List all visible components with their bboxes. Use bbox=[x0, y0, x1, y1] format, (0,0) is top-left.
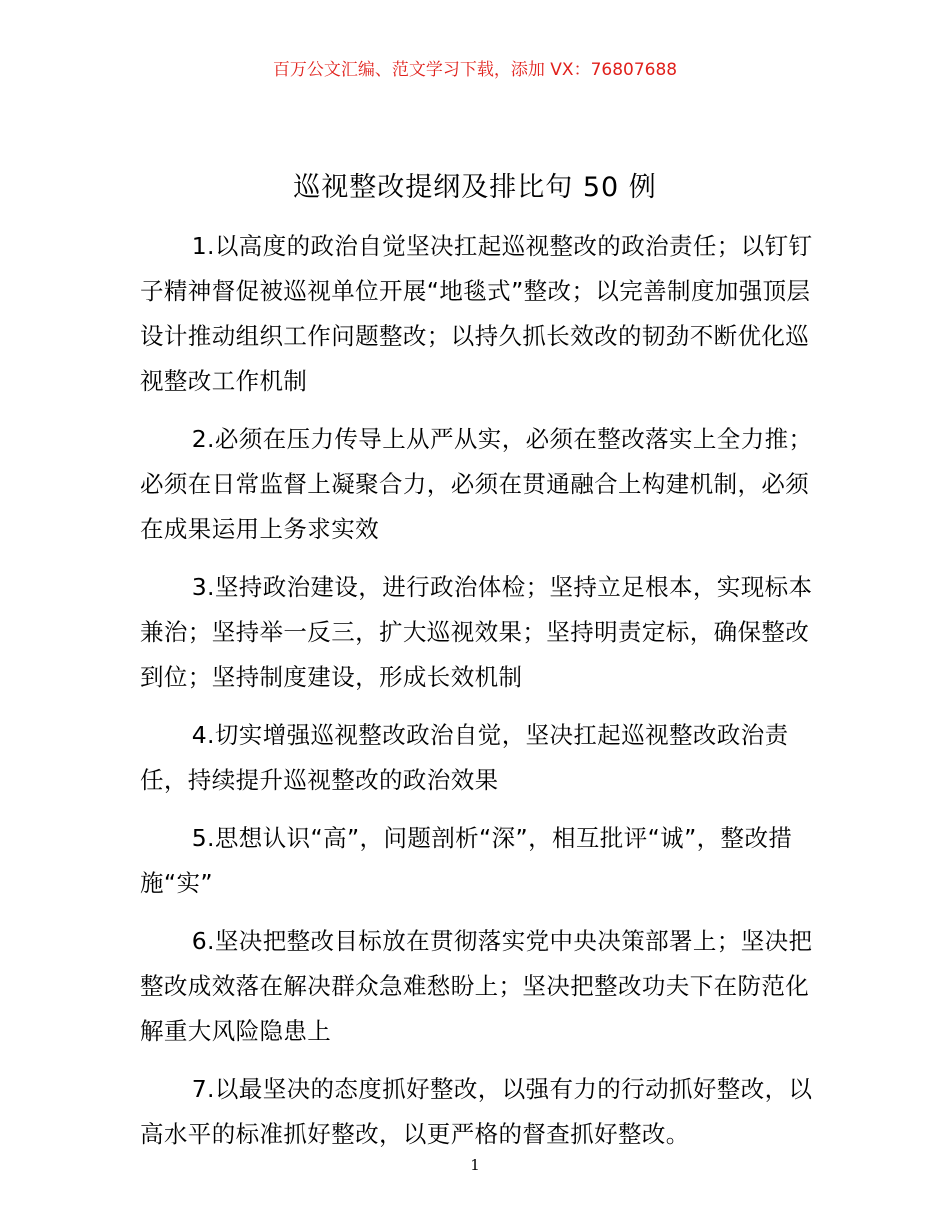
document-title: 巡视整改提纲及排比句 50 例 bbox=[293, 172, 657, 203]
paragraph-1: 1.以高度的政治自觉坚决扛起巡视整改的政治责任；以钉钉子精神督促被巡视单位开展“地毯式”整改；以完善制度加强顶层设计推动组织工作问题整改；以持久抓长效改的韧劲不断优化巡视整改工作机制 bbox=[140, 232, 813, 395]
page-number: 1 bbox=[470, 1156, 480, 1174]
paragraph-7: 7.以最坚决的态度抓好整改，以强有力的行动抓好整改，以高水平的标准抓好整改，以更严格的督查抓好整改。 bbox=[140, 1075, 813, 1148]
paragraph-3: 3.坚持政治建设，进行政治体检；坚持立足根本，实现标本兼治；坚持举一反三，扩大巡视效果；坚持明责定标，确保整改到位；坚持制度建设，形成长效机制 bbox=[140, 573, 813, 691]
paragraph-4: 4.切实增强巡视整改政治自觉，坚决扛起巡视整改政治责任，持续提升巡视整改的政治效果 bbox=[140, 721, 789, 794]
promo-header: 百万公文汇编、范文学习下载，添加 VX：76807688 bbox=[272, 60, 678, 80]
paragraph-5: 5.思想认识“高”，问题剖析“深”，相互批评“诚”，整改措施“实” bbox=[140, 824, 793, 897]
document-body bbox=[140, 224, 830, 1170]
paragraph-6: 6.坚决把整改目标放在贯彻落实党中央决策部署上；坚决把整改成效落在解决群众急难愁盼上；坚决把整改功夫下在防范化解重大风险隐患上 bbox=[140, 927, 813, 1045]
paragraph-2: 2.必须在压力传导上从严从实，必须在整改落实上全力推；必须在日常监督上凝聚合力，必须在贯通融合上构建机制，必须在成果运用上务求实效 bbox=[140, 425, 813, 543]
